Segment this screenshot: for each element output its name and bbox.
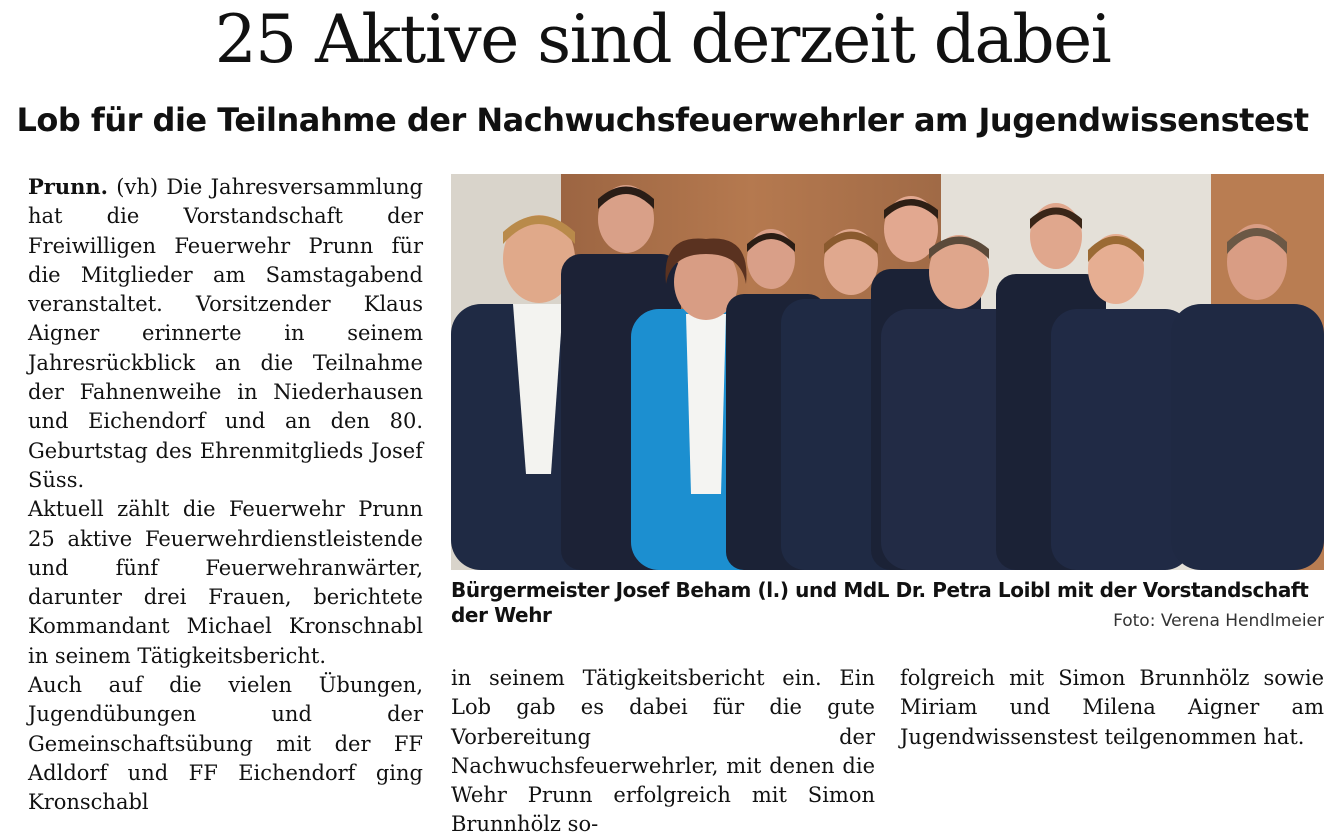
article-column-2 [451,664,875,837]
article-paragraph-1 [28,172,423,495]
article-column-3-text: folgreich mit Simon Brunnhölz sowie Miriam und Milena Aigner am Jugendwissenstest teilgenommen hat. [900,666,1324,749]
group-photo-illustration [451,174,1324,570]
headline: 25 Aktive sind derzeit dabei [214,1,1111,78]
article-paragraph-2: Aktuell zählt die Feuerwehr Prunn 25 aktive Feuerwehrdienstleistende und fünf Feuerwehranwärter, darunter drei Frauen, berichtete Kommandant Michael Kronschnabl in seinem Tätigkeitsbericht. [28,497,423,668]
article-column-3 [900,664,1324,784]
photo-caption: Bürgermeister Josef Beham (l.) und MdL Dr. Petra Loibl mit der Vorstandschaft der Wehr [451,578,1309,627]
group-photo [451,174,1324,570]
photo-credit: Foto: Verena Hendlmeier [1113,611,1324,631]
placeline: Prunn. [28,174,108,199]
article-column-1 [28,172,423,815]
article-column-2-text: in seinem Tätigkeitsbericht ein. Ein Lob gab es dabei für die gute Vorbereitung der Nachwuchsfeuerwehrler, mit denen die Wehr Prunn erfolgreich mit Simon Brunnhölz so- [451,666,875,837]
article-paragraph-3: Auch auf die vielen Übungen, Jugendübungen und der Gemeinschaftsübung mit der FF Adldorf und FF Eichendorf ging Kronschabl [28,673,423,815]
paragraph-1-text: (vh) Die Jahresversammlung hat die Vorstandschaft der Freiwilligen Feuerwehr Prunn für die Mitglieder am Samstagabend veranstaltet. Vorsitzender Klaus Aigner erinnerte in seinem Jahresrückblick an die Teilnahme der Fahnenweihe in Niederhausen und Eichendorf und an den 80. Geburtstag des Ehrenmitglieds Josef Süss. [28,175,423,492]
subheadline: Lob für die Teilnahme der Nachwuchsfeuerwehrler am Jugendwissenstest [16,101,1309,139]
